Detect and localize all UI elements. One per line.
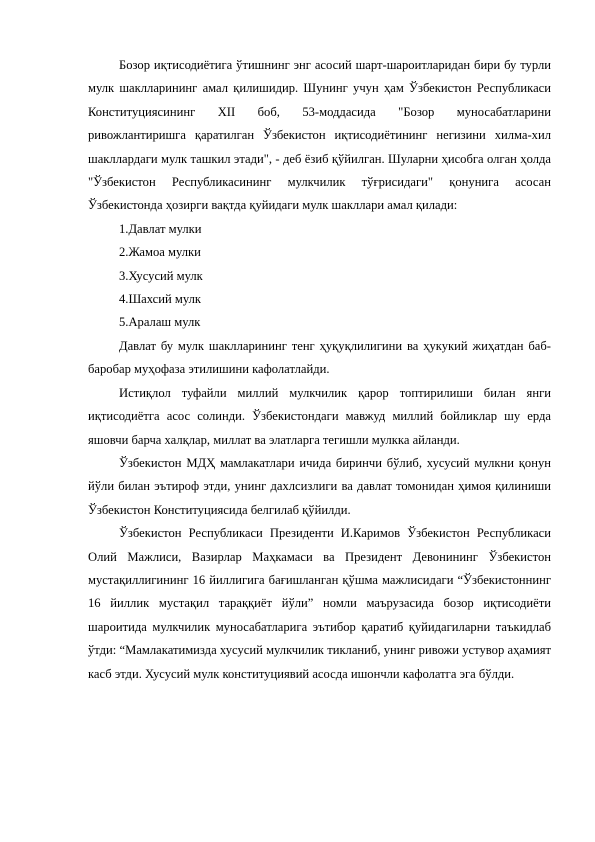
ownership-form-item: 1.Давлат мулки — [119, 221, 202, 236]
ownership-form-item: 5.Аралаш мулк — [119, 315, 201, 330]
ownership-form-item: 3.Хусусий мулк — [119, 268, 203, 283]
intro-paragraph: Бозор иқтисодиётига ўтишнинг энг асосий шарт-шароитларидан бири бу турли мулк шаклларининг амал қилишидир. Шунинг учун ҳам Ўзбекистон Республикаси Конституциясининг XII боб, 53-моддасида "Бозор муносабатларини ривожлантиришга қаратилган Ўзбекистон иқтисодиётининг негизини хилма-хил шакллардаги мулк ташкил этади", - деб ёзиб қўйилган. Шуларни ҳисобга олган ҳолда "Ўзбекистон Республикасининг мулкчилик тўғрисидаги" қонунига асосан Ўзбекистонда ҳозирги вақтда қуйидаги мулк шакллари амал қилади: — [88, 58, 551, 213]
independence-paragraph: Истиқлол туфайли миллий мулкчилик қарор топтирилиши билан янги иқтисодиётга асос солинди. Ўзбекистондаги мавжуд миллий бойликлар шу ерда яшовчи барча халқлар, миллат ва элатларга тегишли мулкка айланди. — [88, 385, 551, 447]
cis-paragraph: Ўзбекистон МДҲ мамлакатлари ичида биринчи бўлиб, хусусий мулкни қонун йўли билан эътироф этди, унинг дахлсизлиги ва давлат томонидан ҳимоя қилиниши Ўзбекистон Конституциясида белгилаб қўйилди. — [88, 455, 551, 517]
equal-rights-paragraph: Давлат бу мулк шаклларининг тенг ҳуқуқлилигини ва ҳукукий жиҳатдан баб-баробар муҳофаза этилишини кафолатлайди. — [88, 338, 551, 377]
ownership-form-item: 4.Шахсий мулк — [119, 292, 202, 307]
document-page — [88, 54, 551, 686]
president-paragraph: Ўзбекистон Республикаси Президенти И.Каримов Ўзбекистон Республикаси Олий Мажлиси, Вазирлар Маҳкамаси ва Президент Девонининг Ўзбекистон мустақиллигининг 16 йиллигига бағишланган қўшма мажлисидаги “Ўзбекистоннинг 16 йиллик мустақил тараққиёт йўли” номли маърузасида бозор иқтисодиёти шароитида мулкчилик муносабатларига эътибор қаратиб қуйидагиларни таъкидлаб ўтди: “Мамлакатимизда хусусий мулкчилик тикланиб, унинг ривожи устувор аҳамият касб этди. Хусусий мулк конституциявий асосда ишончли кафолатга эга бўлди. — [88, 526, 551, 681]
ownership-form-item: 2.Жамоа мулки — [119, 245, 201, 260]
